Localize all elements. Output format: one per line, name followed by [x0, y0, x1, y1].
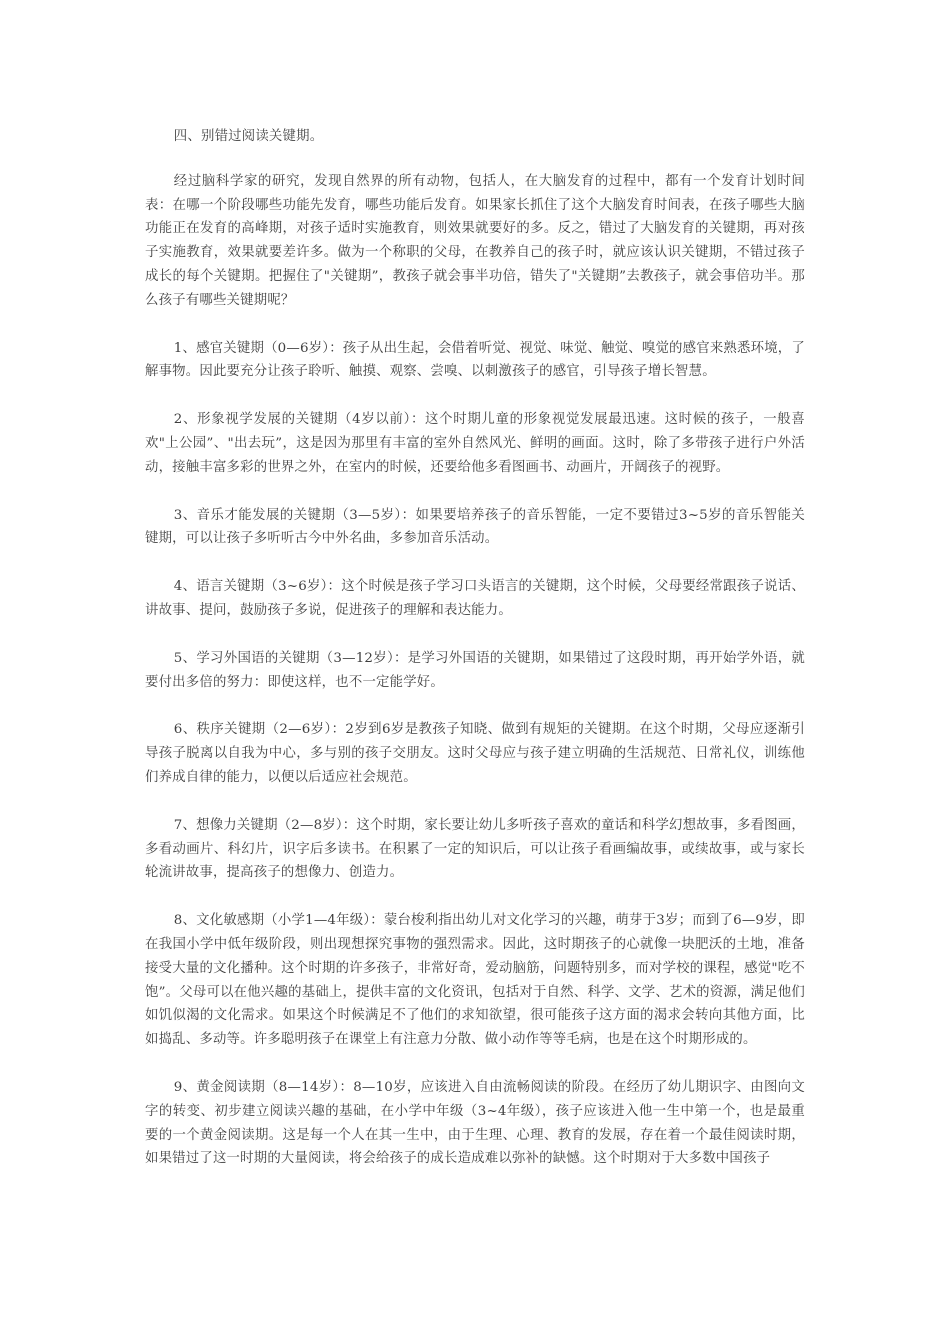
document-page — [145, 125, 805, 1195]
paragraph-reading-period: 9、黄金阅读期（8—14岁）：8—10岁，应该进入自由流畅阅读的阶段。在经历了幼儿期识字、由图向文字的转变、初步建立阅读兴趣的基础，在小学中年级（3~4年级），孩子应该进入他一生中第一个，也是最重要的一个黄金阅读期。这是每一个人在其一生中，由于生理、心理、教育的发展，存在着一个最佳阅读时期，如果错过了这一时期的大量阅读，将会给孩子的成长造成难以弥补的缺憾。这个时期对于大多数中国孩子 — [145, 1079, 805, 1167]
section-heading: 四、别错过阅读关键期。 — [173, 129, 324, 144]
paragraph-foreign-language-period: 5、学习外国语的关键期（3—12岁）：是学习外国语的关键期，如果错过了这段时期，再开始学外语，就要付出多倍的努力：即使这样，也不一定能学好。 — [145, 650, 805, 690]
paragraph-sensory-period: 1、感官关键期（0—6岁）：孩子从出生起，会借着听觉、视觉、味觉、触觉、嗅觉的感官来熟悉环境，了解事物。因此要充分让孩子聆听、触摸、观察、尝嗅、以刺激孩子的感官，引导孩子增长智慧。 — [145, 340, 805, 380]
paragraph-visual-period: 2、形象视学发展的关键期（4岁以前）：这个时期儿童的形象视觉发展最迅速。这时候的孩子，一般喜欢"上公园”、"出去玩”，这是因为那里有丰富的室外自然风光、鲜明的画面。这时，除了多带孩子进行户外活动，接触丰富多彩的世界之外，在室内的时候，还要给他多看图画书、动画片，开阔孩子的视野。 — [145, 412, 805, 475]
paragraph-music-period: 3、音乐才能发展的关键期（3—5岁）：如果要培养孩子的音乐智能，一定不要错过3~5岁的音乐智能关键期，可以让孩子多听听古今中外名曲，多参加音乐活动。 — [145, 507, 805, 547]
paragraph-culture-period: 8、文化敏感期（小学1—4年级）：蒙台梭利指出幼儿对文化学习的兴趣，萌芽于3岁；而到了6—9岁，即在我国小学中低年级阶段，则出现想探究事物的强烈需求。因此，这时期孩子的心就像一块肥沃的土地，准备接受大量的文化播种。这个时期的许多孩子，非常好奇，爱动脑筋，问题特别多，而对学校的课程，感觉"吃不饱”。父母可以在他兴趣的基础上，提供丰富的文化资讯，包括对于自然、科学、文学、艺术的资源，满足他们如饥似渴的文化需求。如果这个时候满足不了他们的求知欲望，很可能孩子这方面的渴求会转向其他方面，比如捣乱、多动等。许多聪明孩子在课堂上有注意力分散、做小动作等等毛病，也是在这个时期形成的。 — [145, 913, 805, 1048]
paragraph-imagination-period: 7、想像力关键期（2—8岁）：这个时期，家长要让幼儿多听孩子喜欢的童话和科学幻想故事，多看图画，多看动画片、科幻片，识字后多读书。在积累了一定的知识后，可以让孩子看画编故事，或续故事，或与家长轮流讲故事，提高孩子的想像力、创造力。 — [145, 817, 805, 881]
paragraph-language-period: 4、语言关键期（3~6岁）：这个时候是孩子学习口头语言的关键期，这个时候，父母要经常跟孩子说话、讲故事、提问，鼓励孩子多说，促进孩子的理解和表达能力。 — [145, 579, 805, 618]
intro-paragraph: 经过脑科学家的研究，发现自然界的所有动物，包括人，在大脑发育的过程中，都有一个发育计划时间表：在哪一个阶段哪些功能先发育，哪些功能后发育。如果家长抓住了这个大脑发育时间表，在孩子哪些大脑功能正在发育的高峰期，对孩子适时实施教育，则效果就要好的多。反之，错过了大脑发育的关键期，再对孩子实施教育，效果就要差许多。做为一个称职的父母，在教养自己的孩子时，就应该认识关键期，不错过孩子成长的每个关键期。把握住了"关键期”，教孩子就会事半功倍，错失了"关键期”去教孩子，就会事倍功半。那么孩子有哪些关键期呢？ — [145, 173, 805, 308]
paragraph-order-period: 6、秩序关键期（2—6岁）：2岁到6岁是教孩子知晓、做到有规矩的关键期。在这个时期，父母应逐渐引导孩子脱离以自我为中心，多与别的孩子交朋友。这时父母应与孩子建立明确的生活规范、日常礼仪，训练他们养成自律的能力，以便以后适应社会规范。 — [145, 722, 805, 785]
